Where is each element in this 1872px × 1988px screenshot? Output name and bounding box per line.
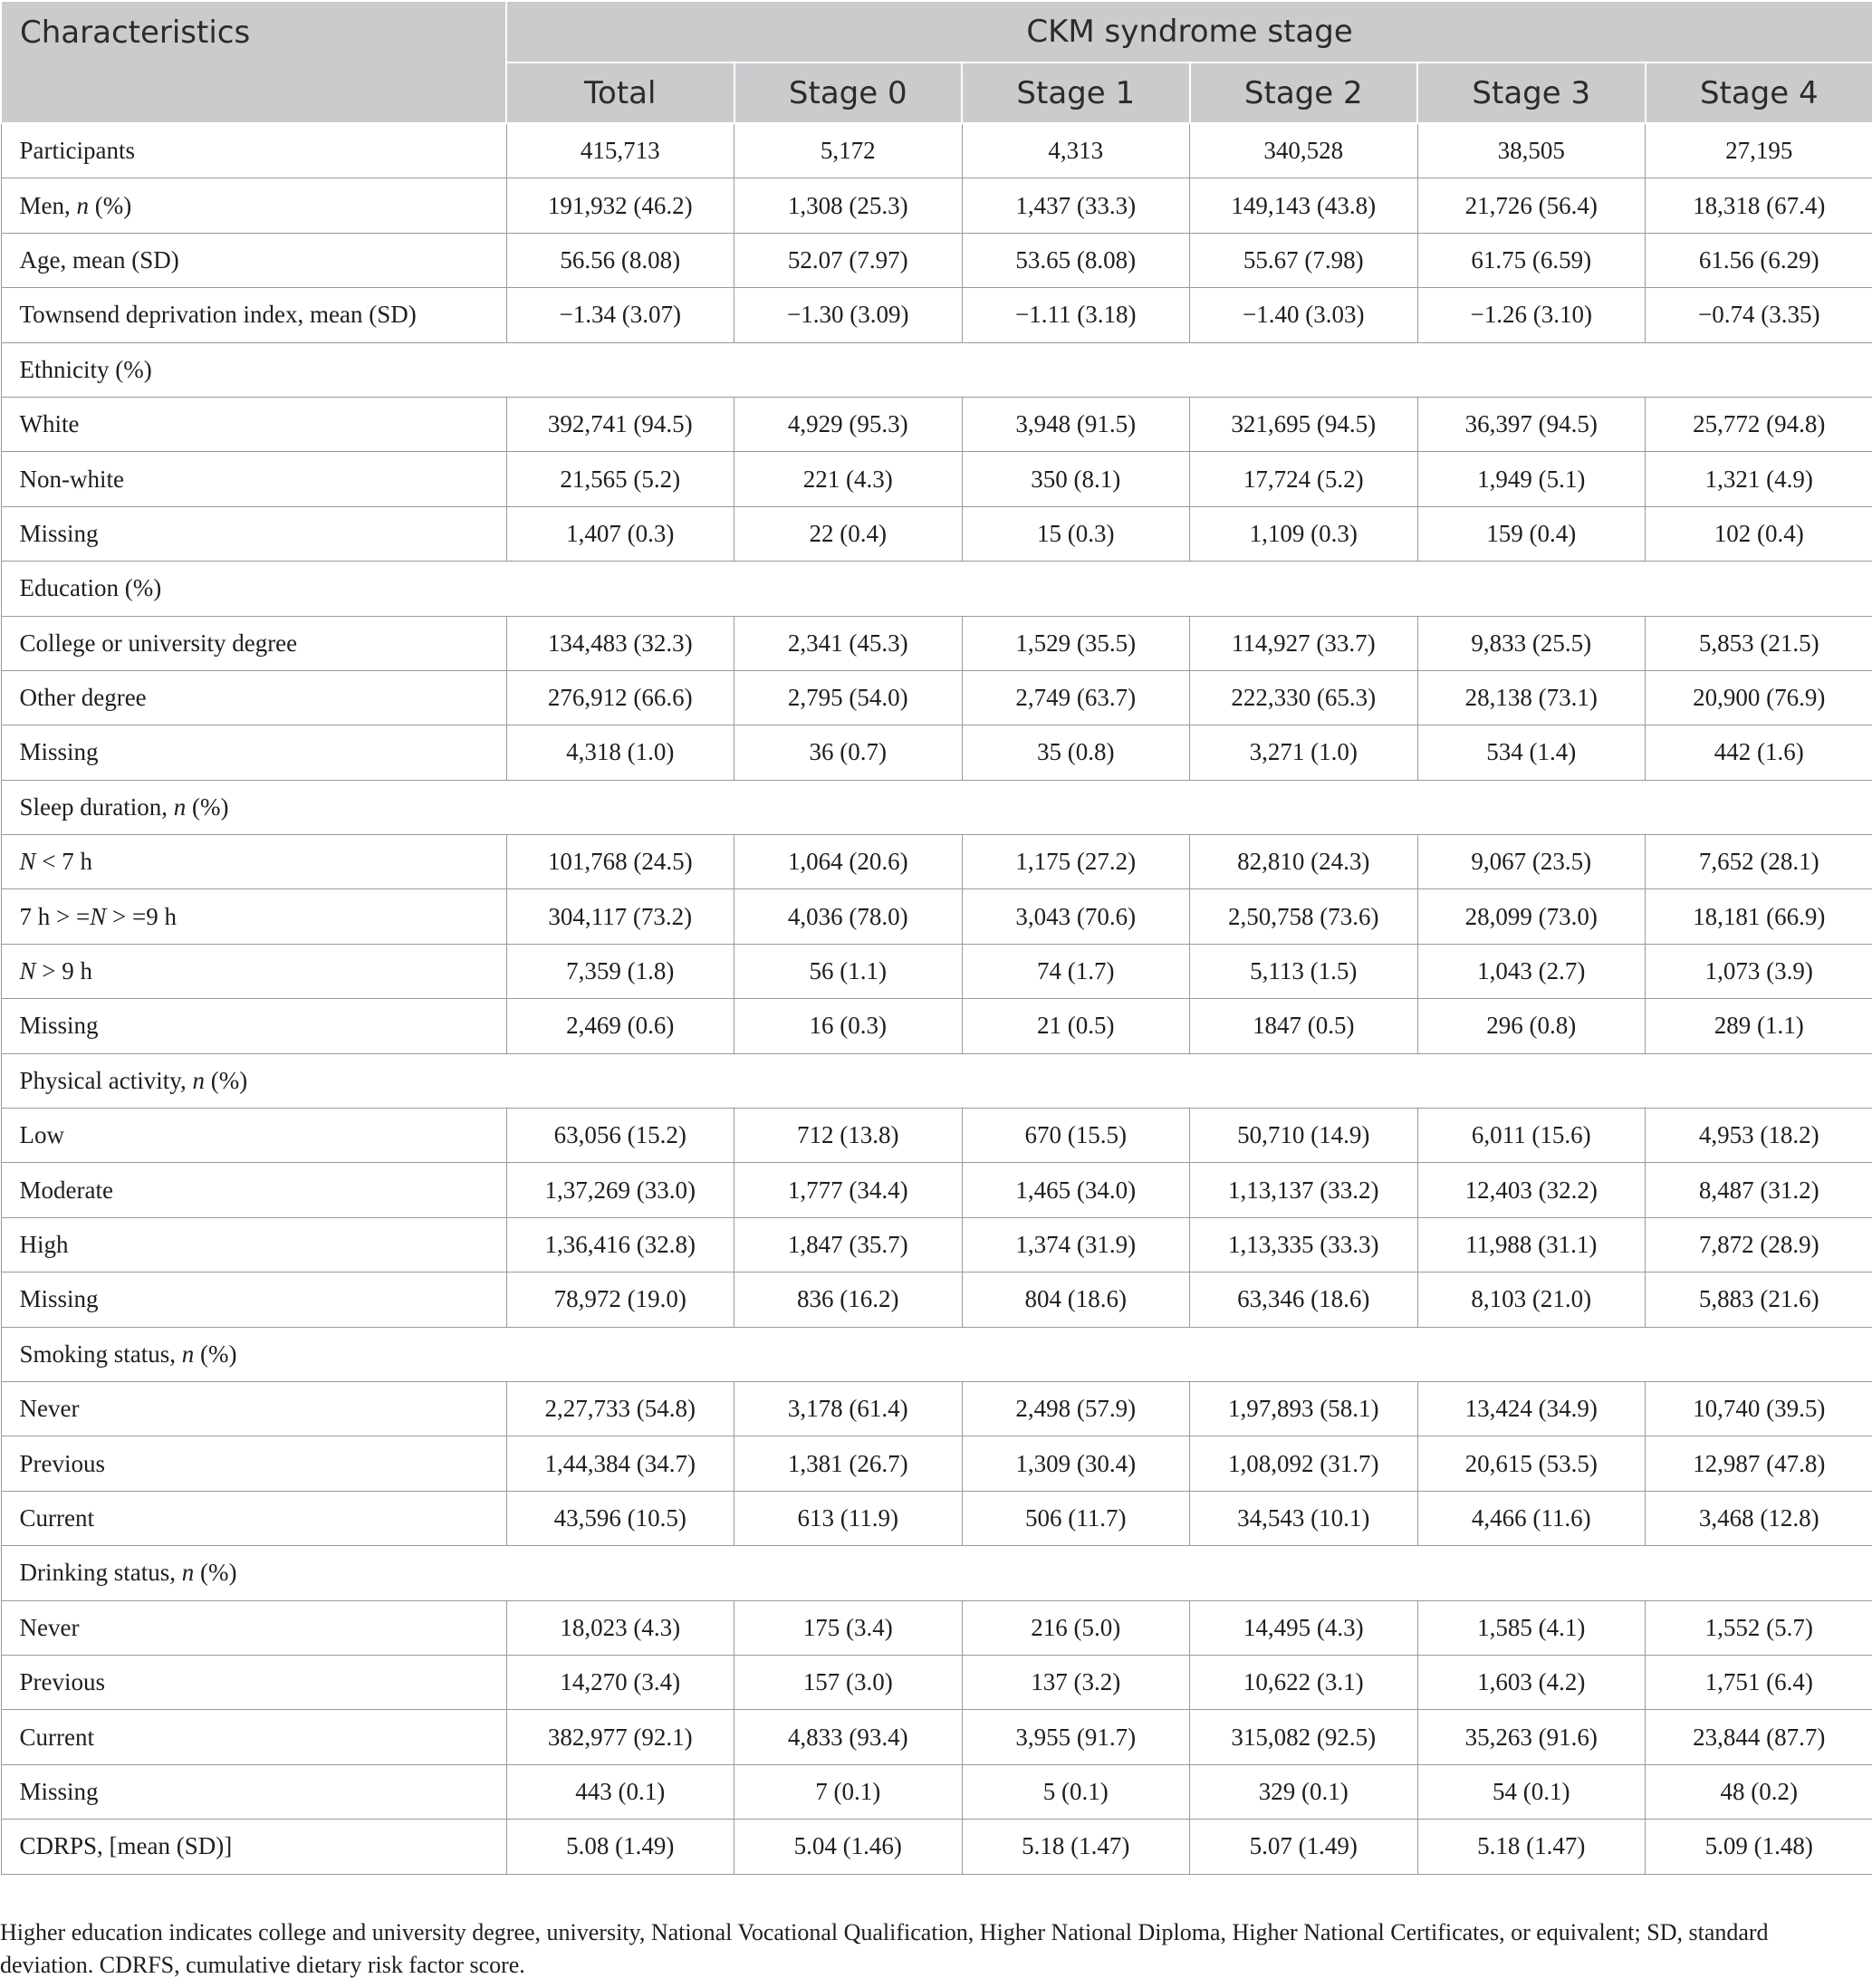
cell-value: 20,900 (76.9) (1646, 670, 1872, 725)
table-row (1, 1820, 1872, 1874)
cell-value: 36,397 (94.5) (1417, 397, 1646, 451)
table-row (1, 725, 1872, 780)
row-label: Previous (1, 1436, 506, 1491)
row-label: White (1, 397, 506, 451)
row-label: Participants (1, 123, 506, 178)
column-header-stage-3: Stage 3 (1417, 62, 1646, 123)
section-label (1, 1327, 1872, 1381)
table-row (1, 889, 1872, 944)
cell-value: 35 (0.8) (962, 725, 1190, 780)
cell-value: 56.56 (8.08) (506, 233, 734, 287)
label-text: Physical activity, (19, 1066, 193, 1094)
cell-value: 1,175 (27.2) (962, 835, 1190, 889)
cell-value: 18,181 (66.9) (1646, 889, 1872, 944)
row-label (1, 178, 506, 233)
cell-value: −1.34 (3.07) (506, 288, 734, 342)
ckm-stage-group-header: CKM syndrome stage (506, 1, 1872, 62)
row-label: Current (1, 1491, 506, 1545)
row-label: Missing (1, 725, 506, 780)
cell-value: 48 (0.2) (1646, 1764, 1872, 1819)
table-row (1, 1273, 1872, 1327)
cell-value: 54 (0.1) (1417, 1764, 1646, 1819)
cell-value: 1,751 (6.4) (1646, 1655, 1872, 1709)
row-label: Townsend deprivation index, mean (SD) (1, 288, 506, 342)
row-label: Age, mean (SD) (1, 233, 506, 287)
row-label: Other degree (1, 670, 506, 725)
cell-value: 74 (1.7) (962, 944, 1190, 998)
cell-value: 3,178 (61.4) (734, 1381, 963, 1436)
cell-value: 670 (15.5) (962, 1109, 1190, 1163)
cell-value: 5.18 (1.47) (962, 1820, 1190, 1874)
cell-value: 382,977 (92.1) (506, 1710, 734, 1764)
label-text: Smoking status, (19, 1340, 182, 1368)
cell-value: 102 (0.4) (1646, 506, 1872, 561)
cell-value: 836 (16.2) (734, 1273, 963, 1327)
cell-value: 1,847 (35.7) (734, 1217, 963, 1272)
cell-value: 17,724 (5.2) (1190, 452, 1418, 506)
row-label: College or university degree (1, 616, 506, 670)
cell-value: 350 (8.1) (962, 452, 1190, 506)
cell-value: 296 (0.8) (1417, 999, 1646, 1053)
cell-value: 7,652 (28.1) (1646, 835, 1872, 889)
cell-value: 329 (0.1) (1190, 1764, 1418, 1819)
section-label: Ethnicity (%) (1, 342, 1872, 397)
cell-value: 1,109 (0.3) (1190, 506, 1418, 561)
cell-value: 7,359 (1.8) (506, 944, 734, 998)
table-row (1, 944, 1872, 998)
table-row (1, 1163, 1872, 1217)
cell-value: 1,437 (33.3) (962, 178, 1190, 233)
table-footnote (0, 1916, 1857, 1982)
cell-value: 1,585 (4.1) (1417, 1600, 1646, 1655)
cell-value: 4,953 (18.2) (1646, 1109, 1872, 1163)
cell-value: 1,309 (30.4) (962, 1436, 1190, 1491)
cell-value: 216 (5.0) (962, 1600, 1190, 1655)
cell-value: 1,552 (5.7) (1646, 1600, 1872, 1655)
table-row (1, 670, 1872, 725)
cell-value: 63,056 (15.2) (506, 1109, 734, 1163)
cell-value: 134,483 (32.3) (506, 616, 734, 670)
section-row (1, 1053, 1872, 1108)
cell-value: −1.11 (3.18) (962, 288, 1190, 342)
table-row (1, 288, 1872, 342)
section-row (1, 342, 1872, 397)
cell-value: 415,713 (506, 123, 734, 178)
cell-value: 1,36,416 (32.8) (506, 1217, 734, 1272)
cell-value: 18,318 (67.4) (1646, 178, 1872, 233)
cell-value: 712 (13.8) (734, 1109, 963, 1163)
cell-value: 506 (11.7) (962, 1491, 1190, 1545)
cell-value: 5,172 (734, 123, 963, 178)
cell-value: 9,067 (23.5) (1417, 835, 1646, 889)
cell-value: 3,955 (91.7) (962, 1710, 1190, 1764)
cell-value: 2,749 (63.7) (962, 670, 1190, 725)
cell-value: 35,263 (91.6) (1417, 1710, 1646, 1764)
cell-value: 276,912 (66.6) (506, 670, 734, 725)
cell-value: 18,023 (4.3) (506, 1600, 734, 1655)
cell-value: 2,469 (0.6) (506, 999, 734, 1053)
label-text: (%) (204, 1066, 248, 1094)
label-text: (%) (194, 1559, 237, 1587)
table-row (1, 1381, 1872, 1436)
italic-symbol: n (192, 1066, 205, 1094)
row-label: Low (1, 1109, 506, 1163)
table-row (1, 999, 1872, 1053)
row-label: Moderate (1, 1163, 506, 1217)
cell-value: 4,466 (11.6) (1417, 1491, 1646, 1545)
cell-value: 2,341 (45.3) (734, 616, 963, 670)
cell-value: 27,195 (1646, 123, 1872, 178)
table-row (1, 1436, 1872, 1491)
row-label: Missing (1, 999, 506, 1053)
cell-value: 5.07 (1.49) (1190, 1820, 1418, 1874)
cell-value: 1,308 (25.3) (734, 178, 963, 233)
table-row (1, 506, 1872, 561)
cell-value: 20,615 (53.5) (1417, 1436, 1646, 1491)
section-label: Education (%) (1, 562, 1872, 616)
row-label: Never (1, 1381, 506, 1436)
cell-value: 21 (0.5) (962, 999, 1190, 1053)
section-row (1, 780, 1872, 834)
cell-value: 175 (3.4) (734, 1600, 963, 1655)
column-header-stage-2: Stage 2 (1190, 62, 1418, 123)
cell-value: 5,853 (21.5) (1646, 616, 1872, 670)
row-label: Current (1, 1710, 506, 1764)
cell-value: 157 (3.0) (734, 1655, 963, 1709)
cell-value: 11,988 (31.1) (1417, 1217, 1646, 1272)
table-row (1, 1491, 1872, 1545)
cell-value: 78,972 (19.0) (506, 1273, 734, 1327)
cell-value: 22 (0.4) (734, 506, 963, 561)
table-row (1, 835, 1872, 889)
row-label (1, 835, 506, 889)
cell-value: 8,487 (31.2) (1646, 1163, 1872, 1217)
cell-value: 21,565 (5.2) (506, 452, 734, 506)
cell-value: 3,948 (91.5) (962, 397, 1190, 451)
cell-value: −1.40 (3.03) (1190, 288, 1418, 342)
cell-value: 2,50,758 (73.6) (1190, 889, 1418, 944)
cell-value: 16 (0.3) (734, 999, 963, 1053)
cell-value: 137 (3.2) (962, 1655, 1190, 1709)
cell-value: 443 (0.1) (506, 1764, 734, 1819)
row-label: Non-white (1, 452, 506, 506)
italic-symbol: N (90, 902, 107, 930)
label-text: Sleep duration, (19, 792, 174, 821)
cell-value: 392,741 (94.5) (506, 397, 734, 451)
cell-value: 442 (1.6) (1646, 725, 1872, 780)
section-label (1, 1053, 1872, 1108)
cell-value: 21,726 (56.4) (1417, 178, 1646, 233)
cell-value: 43,596 (10.5) (506, 1491, 734, 1545)
table-row (1, 178, 1872, 233)
header-row-group (1, 1, 1872, 62)
cell-value: 10,740 (39.5) (1646, 1381, 1872, 1436)
table-row (1, 123, 1872, 178)
cell-value: 38,505 (1417, 123, 1646, 178)
cell-value: 340,528 (1190, 123, 1418, 178)
cell-value: 159 (0.4) (1417, 506, 1646, 561)
label-text: > 9 h (35, 957, 92, 985)
cell-value: 1,073 (3.9) (1646, 944, 1872, 998)
table-row (1, 452, 1872, 506)
cell-value: 14,270 (3.4) (506, 1655, 734, 1709)
table-row (1, 233, 1872, 287)
characteristics-header: Characteristics (1, 1, 506, 123)
cell-value: 3,468 (12.8) (1646, 1491, 1872, 1545)
cell-value: 6,011 (15.6) (1417, 1109, 1646, 1163)
cell-value: 1,949 (5.1) (1417, 452, 1646, 506)
cell-value: 1,44,384 (34.7) (506, 1436, 734, 1491)
cell-value: 25,772 (94.8) (1646, 397, 1872, 451)
cell-value: 61.75 (6.59) (1417, 233, 1646, 287)
row-label: High (1, 1217, 506, 1272)
italic-symbol: n (173, 792, 187, 821)
cell-value: 36 (0.7) (734, 725, 963, 780)
section-row (1, 1327, 1872, 1381)
section-label (1, 1546, 1872, 1600)
cell-value: 1,13,335 (33.3) (1190, 1217, 1418, 1272)
label-text: < 7 h (35, 848, 92, 876)
cell-value: −1.26 (3.10) (1417, 288, 1646, 342)
cell-value: 1,407 (0.3) (506, 506, 734, 561)
cell-value: 534 (1.4) (1417, 725, 1646, 780)
cell-value: 804 (18.6) (962, 1273, 1190, 1327)
table-row (1, 1710, 1872, 1764)
cell-value: 5,883 (21.6) (1646, 1273, 1872, 1327)
table-row (1, 1600, 1872, 1655)
row-label: Missing (1, 1764, 506, 1819)
cell-value: 12,403 (32.2) (1417, 1163, 1646, 1217)
table-row (1, 1109, 1872, 1163)
italic-symbol: n (181, 1340, 195, 1368)
cell-value: 55.67 (7.98) (1190, 233, 1418, 287)
cell-value: 1,08,092 (31.7) (1190, 1436, 1418, 1491)
row-label (1, 889, 506, 944)
cell-value: 4,929 (95.3) (734, 397, 963, 451)
cell-value: 5 (0.1) (962, 1764, 1190, 1819)
cell-value: 5.09 (1.48) (1646, 1820, 1872, 1874)
column-header-total: Total (506, 62, 734, 123)
cell-value: 52.07 (7.97) (734, 233, 963, 287)
label-text: Men, (19, 191, 77, 219)
cell-value: 2,795 (54.0) (734, 670, 963, 725)
cell-value: 14,495 (4.3) (1190, 1600, 1418, 1655)
cell-value: 7 (0.1) (734, 1764, 963, 1819)
cell-value: 1,13,137 (33.2) (1190, 1163, 1418, 1217)
column-header-stage-4: Stage 4 (1646, 62, 1872, 123)
cell-value: 7,872 (28.9) (1646, 1217, 1872, 1272)
cell-value: 15 (0.3) (962, 506, 1190, 561)
cell-value: 8,103 (21.0) (1417, 1273, 1646, 1327)
cell-value: 613 (11.9) (734, 1491, 963, 1545)
cell-value: 1,37,269 (33.0) (506, 1163, 734, 1217)
cell-value: 4,036 (78.0) (734, 889, 963, 944)
cell-value: 23,844 (87.7) (1646, 1710, 1872, 1764)
cell-value: 3,043 (70.6) (962, 889, 1190, 944)
cell-value: 12,987 (47.8) (1646, 1436, 1872, 1491)
label-text: (%) (194, 1340, 237, 1368)
label-text: 7 h > = (19, 902, 91, 930)
cell-value: 101,768 (24.5) (506, 835, 734, 889)
cell-value: 56 (1.1) (734, 944, 963, 998)
cell-value: 1,465 (34.0) (962, 1163, 1190, 1217)
footnote-text: Higher education indicates college and university degree, university, National Vocational Qualification, Higher National Diploma, Higher National Certificates, or equivalent; SD, standard deviation. CDRFS, cumulative dietary risk factor score. (0, 1919, 1769, 1978)
cell-value: 315,082 (92.5) (1190, 1710, 1418, 1764)
cell-value: 304,117 (73.2) (506, 889, 734, 944)
cell-value: 5,113 (1.5) (1190, 944, 1418, 998)
cell-value: 321,695 (94.5) (1190, 397, 1418, 451)
cell-value: 149,143 (43.8) (1190, 178, 1418, 233)
label-text: Drinking status, (19, 1559, 182, 1587)
italic-symbol: n (181, 1559, 195, 1587)
row-label: Previous (1, 1655, 506, 1709)
cell-value: 1,777 (34.4) (734, 1163, 963, 1217)
table-header (1, 1, 1872, 123)
cell-value: 289 (1.1) (1646, 999, 1872, 1053)
table-row (1, 1217, 1872, 1272)
cell-value: 221 (4.3) (734, 452, 963, 506)
cell-value: 9,833 (25.5) (1417, 616, 1646, 670)
table-row (1, 397, 1872, 451)
cell-value: 1847 (0.5) (1190, 999, 1418, 1053)
label-text: (%) (186, 792, 229, 821)
cell-value: 13,424 (34.9) (1417, 1381, 1646, 1436)
cell-value: 3,271 (1.0) (1190, 725, 1418, 780)
italic-symbol: N (19, 848, 36, 876)
row-label (1, 944, 506, 998)
cell-value: 2,27,733 (54.8) (506, 1381, 734, 1436)
section-row (1, 1546, 1872, 1600)
cell-value: 4,313 (962, 123, 1190, 178)
row-label: Missing (1, 506, 506, 561)
cell-value: 5.04 (1.46) (734, 1820, 963, 1874)
cell-value: 10,622 (3.1) (1190, 1655, 1418, 1709)
label-text: (%) (89, 191, 132, 219)
cell-value: 5.18 (1.47) (1417, 1820, 1646, 1874)
cell-value: 82,810 (24.3) (1190, 835, 1418, 889)
cell-value: 28,099 (73.0) (1417, 889, 1646, 944)
cell-value: 28,138 (73.1) (1417, 670, 1646, 725)
cell-value: 53.65 (8.08) (962, 233, 1190, 287)
table-row (1, 1655, 1872, 1709)
cell-value: 1,043 (2.7) (1417, 944, 1646, 998)
cell-value: 4,833 (93.4) (734, 1710, 963, 1764)
row-label: Never (1, 1600, 506, 1655)
cell-value: 4,318 (1.0) (506, 725, 734, 780)
table-body (1, 123, 1872, 1874)
column-header-stage-1: Stage 1 (962, 62, 1190, 123)
cell-value: 191,932 (46.2) (506, 178, 734, 233)
table-row (1, 1764, 1872, 1819)
cell-value: 61.56 (6.29) (1646, 233, 1872, 287)
cell-value: −1.30 (3.09) (734, 288, 963, 342)
cell-value: 1,529 (35.5) (962, 616, 1190, 670)
cell-value: 114,927 (33.7) (1190, 616, 1418, 670)
section-row (1, 562, 1872, 616)
cell-value: 63,346 (18.6) (1190, 1273, 1418, 1327)
label-text: > =9 h (106, 902, 177, 930)
cell-value: 1,97,893 (58.1) (1190, 1381, 1418, 1436)
cell-value: 5.08 (1.49) (506, 1820, 734, 1874)
cell-value: −0.74 (3.35) (1646, 288, 1872, 342)
table-row (1, 616, 1872, 670)
cell-value: 1,603 (4.2) (1417, 1655, 1646, 1709)
cell-value: 1,064 (20.6) (734, 835, 963, 889)
cell-value: 50,710 (14.9) (1190, 1109, 1418, 1163)
cell-value: 1,374 (31.9) (962, 1217, 1190, 1272)
cell-value: 2,498 (57.9) (962, 1381, 1190, 1436)
italic-symbol: N (19, 957, 36, 985)
italic-symbol: n (76, 191, 89, 219)
section-label (1, 780, 1872, 834)
cell-value: 34,543 (10.1) (1190, 1491, 1418, 1545)
row-label: CDRPS, [mean (SD)] (1, 1820, 506, 1874)
cell-value: 1,381 (26.7) (734, 1436, 963, 1491)
cell-value: 1,321 (4.9) (1646, 452, 1872, 506)
column-header-stage-0: Stage 0 (734, 62, 963, 123)
cell-value: 222,330 (65.3) (1190, 670, 1418, 725)
row-label: Missing (1, 1273, 506, 1327)
